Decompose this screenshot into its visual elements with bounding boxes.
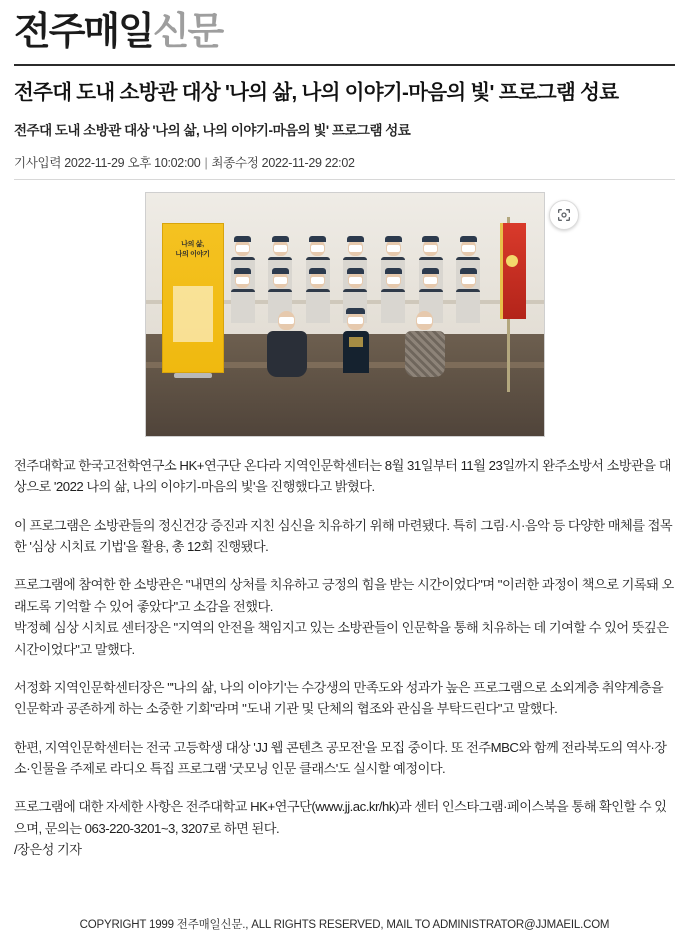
article-body: [0, 437, 689, 861]
article-photo-area: [145, 192, 545, 437]
article-header: [0, 66, 689, 171]
article-paragraph: 프로그램에 대한 자세한 사항은 전주대학교 HK+연구단(www.jj.ac.kr/hk)과 센터 인스타그램·페이스북을 통해 확인할 수 있으며, 문의는 063-220-3201~3, 3207로 하면 된다.: [14, 799, 667, 836]
byline-divider: [14, 179, 675, 180]
article-paragraph: 한편, 지역인문학센터는 전국 고등학생 대상 'JJ 웹 콘텐츠 공모전'을 모집 중이다. 또 전주MBC와 함께 전라북도의 역사·장소·인물을 주제로 라디오 특집 프로그램 '굿모닝 인문 클래스'도 실시할 예정이다.: [14, 739, 667, 777]
article-photo: [145, 192, 545, 437]
korean-flag: [500, 223, 526, 319]
published-timestamp: 기사입력 2022-11-29 오후 10:02:00: [14, 155, 201, 170]
page-title: 전주대 도내 소방관 대상 '나의 삶, 나의 이야기-마음의 빛' 프로그램 성료: [14, 80, 619, 104]
person-figure-officer: [333, 311, 379, 377]
person-figure: [455, 271, 481, 323]
person-figure: [230, 271, 256, 323]
event-banner-stand: [174, 373, 212, 378]
byline-separator: |: [204, 155, 208, 170]
event-banner: [162, 223, 224, 373]
flag-emblem-icon: [506, 255, 518, 267]
reporter-byline: /장은성 기자: [14, 842, 82, 858]
updated-timestamp: 최종수정 2022-11-29 22:02: [211, 155, 355, 170]
photo-people-front-row: [264, 311, 448, 377]
article-paragraph: 서정화 지역인문학센터장은 "'나의 삶, 나의 이야기'는 수강생의 만족도와 성과가 높은 프로그램으로 소외계층 취약계층을 인문학과 공존하게 하는 소중한 기회"라며 "도내 기관 및 단체의 협조와 관심을 부탁드린다"고 말했다.: [14, 679, 664, 717]
search-lens-icon[interactable]: [549, 200, 579, 230]
article-paragraph: 이 프로그램은 소방관들의 정신건강 증진과 지친 심신을 치유하기 위해 마련됐다. 특히 그림·시·음악 등 다양한 매체를 접목한 '심상 시치료 기법'을 활용, 총 12회 진행됐다.: [14, 517, 673, 555]
article-paragraph: 전주대학교 한국고전학연구소 HK+연구단 온다라 지역인문학센터는 8월 31일부터 11월 23일까지 완주소방서 소방관을 대상으로 '2022 나의 삶, 나의 이야기-마음의 빛'을 진행했다고 밝혔다.: [14, 457, 671, 495]
event-banner-graphic: [173, 286, 213, 342]
article-byline: [14, 153, 675, 171]
event-banner-title: 나의 삶, 나의 이야기: [175, 240, 210, 259]
article-paragraph: 프로그램에 참여한 한 소방관은 "내면의 상처를 치유하고 긍정의 힘을 받는 시간이었다"며 "이러한 과정이 책으로 기록돼 오래도록 기억할 수 있어 좋았다"고 소감을 전했다.: [14, 577, 674, 614]
masthead: [0, 0, 689, 58]
article-subheadline: 전주대 도내 소방관 대상 '나의 삶, 나의 이야기-마음의 빛' 프로그램 성료: [14, 122, 411, 138]
logo-primary-text: 전주매일: [14, 11, 153, 53]
footer-copyright: COPYRIGHT 1999 전주매일신문., ALL RIGHTS RESERVED, MAIL TO ADMINISTRATOR@JJMAEIL.COM: [79, 919, 610, 931]
site-logo[interactable]: [14, 12, 675, 54]
person-figure: [264, 311, 310, 377]
article-paragraph: 박정혜 심상 시치료 센터장은 "지역의 안전을 책임지고 있는 소방관들이 인문학을 통해 치유하는 데 기여할 수 있어 뜻깊은 시간이었다"고 말했다.: [14, 620, 669, 657]
person-figure: [402, 311, 448, 377]
logo-secondary-text: 신문: [152, 11, 223, 53]
